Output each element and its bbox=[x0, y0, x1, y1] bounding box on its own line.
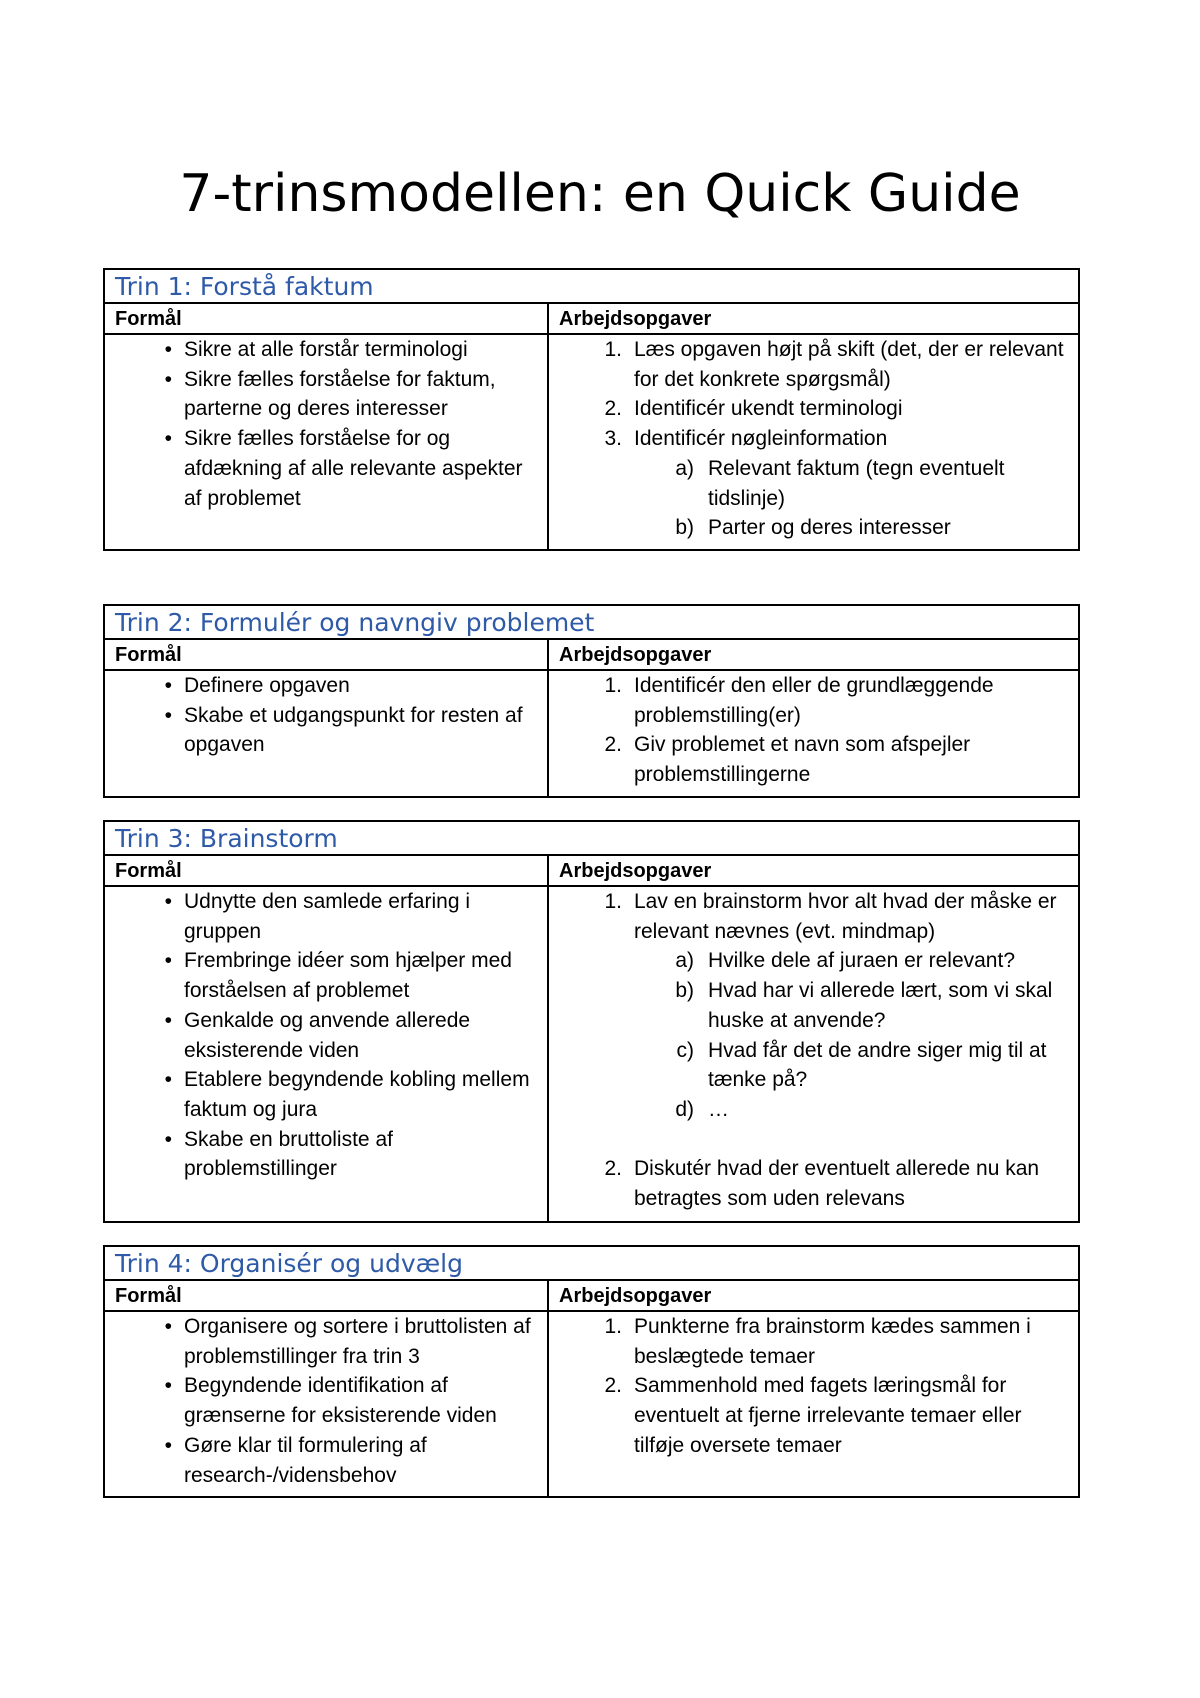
purpose-item: • Organisere og sortere i bruttolisten af problemstillinger fra trin 3 bbox=[105, 1312, 547, 1371]
task-item: 2. Sammenhold med fagets læringsmål for eventuelt at fjerne irrelevante temaer eller tilføje oversete temaer bbox=[604, 1374, 1022, 1457]
task-item: 3. Identificér nøgleinformation bbox=[604, 427, 888, 451]
purpose-cell bbox=[105, 1312, 549, 1496]
task-item: 1. Identificér den eller de grundlæggende problemstilling(er) bbox=[604, 674, 994, 727]
purpose-item: • Gøre klar til formulering af research-/vidensbehov bbox=[105, 1431, 547, 1490]
bullet-icon: • bbox=[164, 890, 172, 913]
step-4-table bbox=[103, 1245, 1080, 1498]
purpose-item: • Begyndende identifikation af grænserne for eksisterende viden bbox=[105, 1371, 547, 1430]
task-item: 1. Læs opgaven højt på skift (det, der er relevant for det konkrete spørgsmål) bbox=[604, 338, 1064, 391]
task-subitem: b) Hvad har vi allerede lært, som vi skal huske at anvende? bbox=[675, 979, 1053, 1032]
purpose-cell bbox=[105, 671, 549, 796]
purpose-item: • Genkalde og anvende allerede eksisterende viden bbox=[105, 1006, 547, 1065]
task-item: 2. Diskutér hvad der eventuelt allerede nu kan betragtes som uden relevans bbox=[604, 1157, 1040, 1211]
purpose-item: • Etablere begyndende kobling mellem faktum og jura bbox=[105, 1065, 547, 1124]
tasks-cell bbox=[549, 335, 1078, 549]
purpose-cell bbox=[105, 335, 549, 549]
step-heading: Trin 3: Brainstorm bbox=[105, 822, 1078, 856]
tasks-column-header: Arbejdsopgaver bbox=[549, 640, 1078, 671]
purpose-item: • Frembringe idéer som hjælper med forståelsen af problemet bbox=[105, 946, 547, 1005]
step-2-table bbox=[103, 604, 1080, 798]
tasks-cell bbox=[549, 671, 1078, 796]
purpose-column-header: Formål bbox=[105, 640, 549, 671]
task-subitem: b) Parter og deres interesser bbox=[675, 516, 951, 540]
task-subitem: c) Hvad får det de andre siger mig til at tænke på? bbox=[676, 1038, 1047, 1092]
bullet-icon: • bbox=[164, 338, 172, 361]
purpose-item: • Definere opgaven bbox=[105, 671, 547, 701]
bullet-icon: • bbox=[164, 1008, 172, 1032]
purpose-column-header: Formål bbox=[105, 304, 549, 335]
purpose-column-header: Formål bbox=[105, 1281, 549, 1312]
tasks-column-header: Arbejdsopgaver bbox=[549, 1281, 1078, 1312]
task-item: 2. Identificér ukendt terminologi bbox=[604, 397, 903, 421]
bullet-icon: • bbox=[164, 674, 172, 697]
task-item: 1. Punkterne fra brainstorm kædes sammen i beslægtede temaer bbox=[604, 1315, 1031, 1368]
task-subitem: a) Hvilke dele af juraen er relevant? bbox=[675, 949, 1016, 973]
bullet-icon: • bbox=[164, 1315, 172, 1338]
task-item: 2. Giv problemet et navn som afspejler problemstillingerne bbox=[604, 733, 971, 787]
tasks-column-header: Arbejdsopgaver bbox=[549, 304, 1078, 335]
purpose-item: • Skabe en bruttoliste af problemstillinger bbox=[105, 1125, 547, 1184]
bullet-icon: • bbox=[164, 1127, 172, 1151]
task-item: 1. Lav en brainstorm hvor alt hvad der måske er relevant nævnes (evt. mindmap) bbox=[604, 890, 1057, 943]
tasks-cell bbox=[549, 887, 1078, 1221]
tasks-cell bbox=[549, 1312, 1078, 1496]
step-heading: Trin 4: Organisér og udvælg bbox=[105, 1247, 1078, 1281]
task-subitem: d) … bbox=[675, 1097, 729, 1121]
bullet-icon: • bbox=[164, 1374, 172, 1398]
purpose-item: • Sikre fælles forståelse for og afdækning af alle relevante aspekter af problemet bbox=[105, 424, 547, 513]
purpose-item: • Sikre at alle forstår terminologi bbox=[105, 335, 547, 365]
step-heading: Trin 2: Formulér og navngiv problemet bbox=[105, 606, 1078, 640]
purpose-item: • Skabe et udgangspunkt for resten af opgaven bbox=[105, 701, 547, 760]
bullet-icon: • bbox=[164, 1433, 172, 1457]
bullet-icon: • bbox=[164, 949, 172, 973]
purpose-item: • Udnytte den samlede erfaring i gruppen bbox=[105, 887, 547, 946]
bullet-icon: • bbox=[164, 427, 172, 451]
step-3-table bbox=[103, 820, 1080, 1223]
task-subitem: a) Relevant faktum (tegn eventuelt tidslinje) bbox=[675, 456, 1005, 510]
bullet-icon: • bbox=[164, 703, 172, 727]
purpose-item: • Sikre fælles forståelse for faktum, parterne og deres interesser bbox=[105, 365, 547, 424]
step-heading: Trin 1: Forstå faktum bbox=[105, 270, 1078, 304]
page-title: 7-trinsmodellen: en Quick Guide bbox=[179, 164, 1021, 224]
bullet-icon: • bbox=[164, 1068, 172, 1092]
bullet-icon: • bbox=[164, 367, 172, 391]
purpose-column-header: Formål bbox=[105, 856, 549, 887]
purpose-cell bbox=[105, 887, 549, 1221]
tasks-column-header: Arbejdsopgaver bbox=[549, 856, 1078, 887]
spacer bbox=[549, 1125, 1078, 1155]
step-1-table bbox=[103, 268, 1080, 551]
